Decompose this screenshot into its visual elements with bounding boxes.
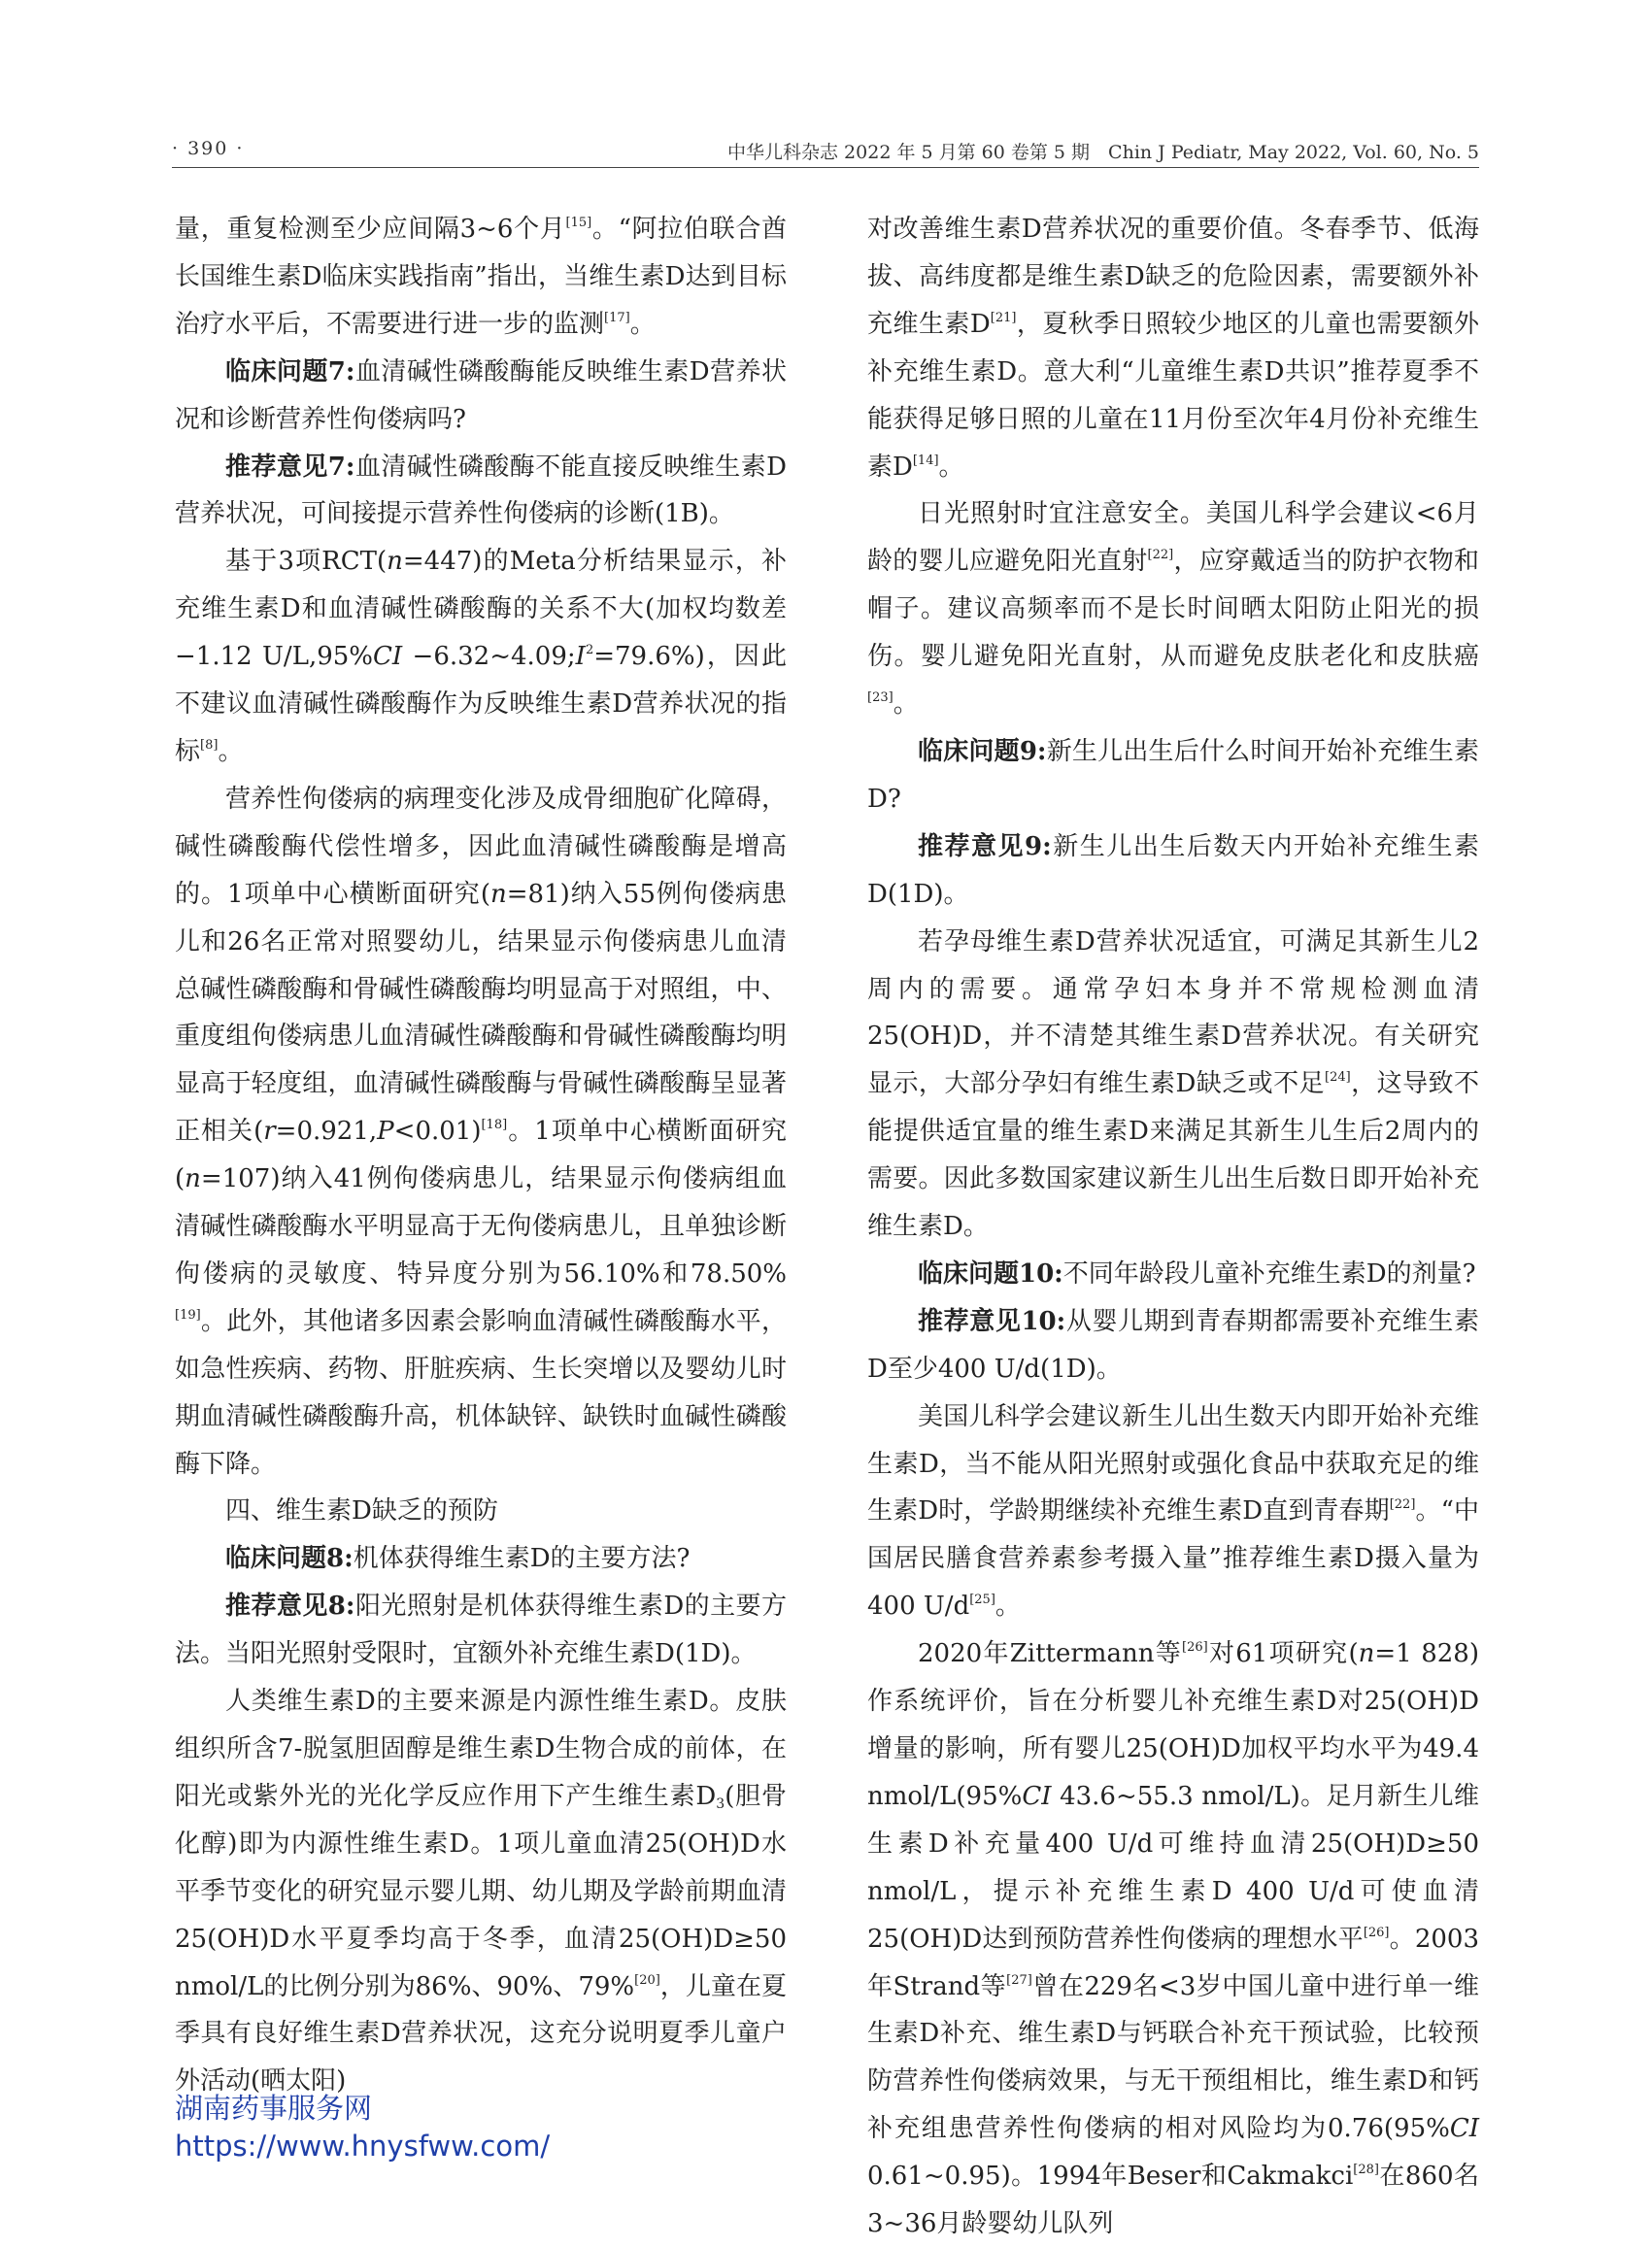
recommendation-7: 推荐意见7:血清碱性磷酸酶不能直接反映维生素D营养状况，可间接提示营养性佝偻病的诊断(1B)。 <box>175 452 787 529</box>
running-header <box>172 134 1479 165</box>
citation-ref: [19] <box>175 1307 201 1323</box>
recommendation-label: 推荐意见7: <box>225 452 355 482</box>
question-label: 临床问题8: <box>225 1544 354 1574</box>
paragraph: 量，重复检测至少应间隔3~6个月[15]。“阿拉伯联合酋长国维生素D临床实践指南”指出，当维生素D达到目标治疗水平后，不需要进行进一步的监测[17]。 <box>175 215 788 339</box>
paragraph: 2020年Zittermann等[26]对61项研究(n=1 828)作系统评价，旨在分析婴儿补充维生素D对25(OH)D增量的影响，所有婴儿25(OH)D加权平均水平为49.4 nmol/L(95%CI 43.6~55.3 nmol/L)。足月新生儿维生素D补充量400 U/d可维持血清25(OH)D≥50 nmol/L，提示补充维生素D 400 U/d可使血清25(OH)D达到预防营养性佝偻病的理想水平[26]。2003年Strand等[27]曾在229名<3岁中国儿童中进行单一维生素D补充、维生素D与钙联合补充干预试验，比较预防营养性佝偻病效果，与无干预组相比，维生素D和钙补充组患营养性佝偻病的相对风险均为0.76(95%CI 0.61~0.95)。1994年Beser和Cakmakci[28]在860名3~36月龄婴幼儿队列 <box>867 1639 1479 2239</box>
left-column <box>175 206 787 2105</box>
citation-ref: [23] <box>867 690 893 706</box>
citation-ref: [8] <box>200 737 219 753</box>
paragraph: 对改善维生素D营养状况的重要价值。冬春季节、低海拔、高纬度都是维生素D缺乏的危险因素，需要额外补充维生素D[21]，夏秋季日照较少地区的儿童也需要额外补充维生素D。意大利“儿童维生素D共识”推荐夏季不能获得足够日照的儿童在11月份至次年4月份补充维生素D[14]。 <box>867 215 1479 482</box>
citation-ref: [22] <box>1389 1497 1416 1513</box>
recommendation-label: 推荐意见9: <box>918 831 1052 861</box>
citation-ref: [22] <box>1147 548 1174 563</box>
paragraph: 日光照射时宜注意安全。美国儿科学会建议<6月龄的婴儿应避免阳光直射[22]，应穿戴适当的防护衣物和帽子。建议高频率而不是长时间晒太阳防止阳光的损伤。婴儿避免阳光直射，从而避免皮肤老化和皮肤癌[23]。 <box>867 499 1479 720</box>
citation-ref: [14] <box>912 453 939 468</box>
clinical-question-10: 临床问题10:不同年龄段儿童补充维生素D的剂量? <box>918 1258 1476 1289</box>
citation-ref: [25] <box>969 1593 995 1608</box>
citation-ref: [28] <box>1353 2163 1379 2178</box>
recommendation-label: 推荐意见10: <box>918 1306 1066 1336</box>
question-label: 临床问题7: <box>225 356 355 386</box>
clinical-question-9: 临床问题9:新生儿出生后什么时间开始补充维生素D? <box>867 736 1479 814</box>
citation-ref: [20] <box>634 1972 660 1988</box>
journal-citation: 中华儿科杂志 2022 年 5 月第 60 卷第 5 期 Chin J Pediatr, May 2022, Vol. 60, No. 5 <box>727 142 1479 163</box>
paragraph: 人类维生素D的主要来源是内源性维生素D。皮肤组织所含7-脱氢胆固醇是维生素D生物合成的前体，在阳光或紫外光的光化学反应作用下产生维生素$D_3$(胆骨化醇)即为内源性维生素D。1项儿童血清25(OH)D水平季节变化的研究显示婴儿期、幼儿期及学龄前期血清25(OH)D水平夏季均高于冬季，血清25(OH)D≥50 nmol/L的比例分别为86%、90%、79%[20]，儿童在夏季具有良好维生素D营养状况，这充分说明夏季儿童户外活动(晒太阳) <box>175 1687 787 2097</box>
paragraph: 美国儿科学会建议新生儿出生数天内即开始补充维生素D，当不能从阳光照射或强化食品中获取充足的维生素D时，学龄期继续补充维生素D直到青春期[22]。“中国居民膳食营养素参考摄入量”推荐维生素D摄入量为400 U/d[25]。 <box>867 1401 1479 1622</box>
page-number: · 390 · <box>172 138 245 159</box>
citation-ref: [24] <box>1325 1070 1351 1086</box>
clinical-question-8: 临床问题8:机体获得维生素D的主要方法? <box>225 1544 691 1574</box>
question-label: 临床问题10: <box>918 1258 1063 1289</box>
recommendation-9: 推荐意见9:新生儿出生后数天内开始补充维生素D(1D)。 <box>867 831 1479 909</box>
right-column <box>867 206 1479 2248</box>
recommendation-8: 推荐意见8:阳光照射是机体获得维生素D的主要方法。当阳光照射受限时，宜额外补充维生素D(1D)。 <box>175 1592 787 1669</box>
watermark-site-name: 湖南药事服务网 <box>175 2092 373 2125</box>
citation-ref: [26] <box>1363 1925 1390 1940</box>
citation-ref: [18] <box>481 1118 508 1133</box>
recommendation-label: 推荐意见8: <box>225 1592 355 1622</box>
section-heading: 四、维生素D缺乏的预防 <box>225 1496 498 1527</box>
paragraph: 若孕母维生素D营养状况适宜，可满足其新生儿2周内的需要。通常孕妇本身并不常规检测血清25(OH)D，并不清楚其维生素D营养状况。有关研究显示，大部分孕妇有维生素D缺乏或不足[24]，这导致不能提供适宜量的维生素D来满足其新生儿生后2周内的需要。因此多数国家建议新生儿出生后数日即开始补充维生素D。 <box>867 926 1479 1242</box>
recommendation-10: 推荐意见10:从婴儿期到青春期都需要补充维生素D至少400 U/d(1D)。 <box>867 1306 1479 1384</box>
citation-ref: [26] <box>1182 1640 1208 1656</box>
citation-ref: [21] <box>990 310 1017 325</box>
watermark-url: https://www.hnysfww.com/ <box>175 2130 551 2163</box>
header-rule <box>172 167 1479 168</box>
citation-ref: [15] <box>565 216 592 230</box>
clinical-question-7: 临床问题7:血清碱性磷酸酶能反映维生素D营养状况和诊断营养性佝偻病吗? <box>175 356 787 434</box>
paragraph: 营养性佝偻病的病理变化涉及成骨细胞矿化障碍，碱性磷酸酶代偿性增多，因此血清碱性磷酸酶是增高的。1项单中心横断面研究(n=81)纳入55例佝偻病患儿和26名正常对照婴幼儿，结果显示佝偻病患儿血清总碱性磷酸酶和骨碱性磷酸酶均明显高于对照组，中、重度组佝偻病患儿血清碱性磷酸酶和骨碱性磷酸酶均明显高于轻度组，血清碱性磷酸酶与骨碱性磷酸酶呈显著正相关(r=0.921,P<0.01)[18]。1项单中心横断面研究(n=107)纳入41例佝偻病患儿，结果显示佝偻病组血清碱性磷酸酶水平明显高于无佝偻病患儿，且单独诊断佝偻病的灵敏度、特异度分别为56.10%和78.50%[19]。此外，其他诸多因素会影响血清碱性磷酸酶水平，如急性疾病、药物、肝脏疾病、生长突增以及婴幼儿时期血清碱性磷酸酶升高，机体缺锌、缺铁时血碱性磷酸酶下降。 <box>175 784 787 1479</box>
watermark <box>175 2090 550 2165</box>
citation-ref: [17] <box>604 310 630 325</box>
paragraph: 基于3项RCT(n=447)的Meta分析结果显示，补充维生素D和血清碱性磷酸酶的关系不大(加权均数差−1.12 $U/L,95\%CI -6.32\sim 4.09;I^2=79.6\%$)，因此不建议血清碱性磷酸酶作为反映维生素D营养状况的指标[8]。 <box>175 547 787 766</box>
citation-ref: [27] <box>1006 1972 1032 1988</box>
question-label: 临床问题9: <box>918 736 1047 766</box>
